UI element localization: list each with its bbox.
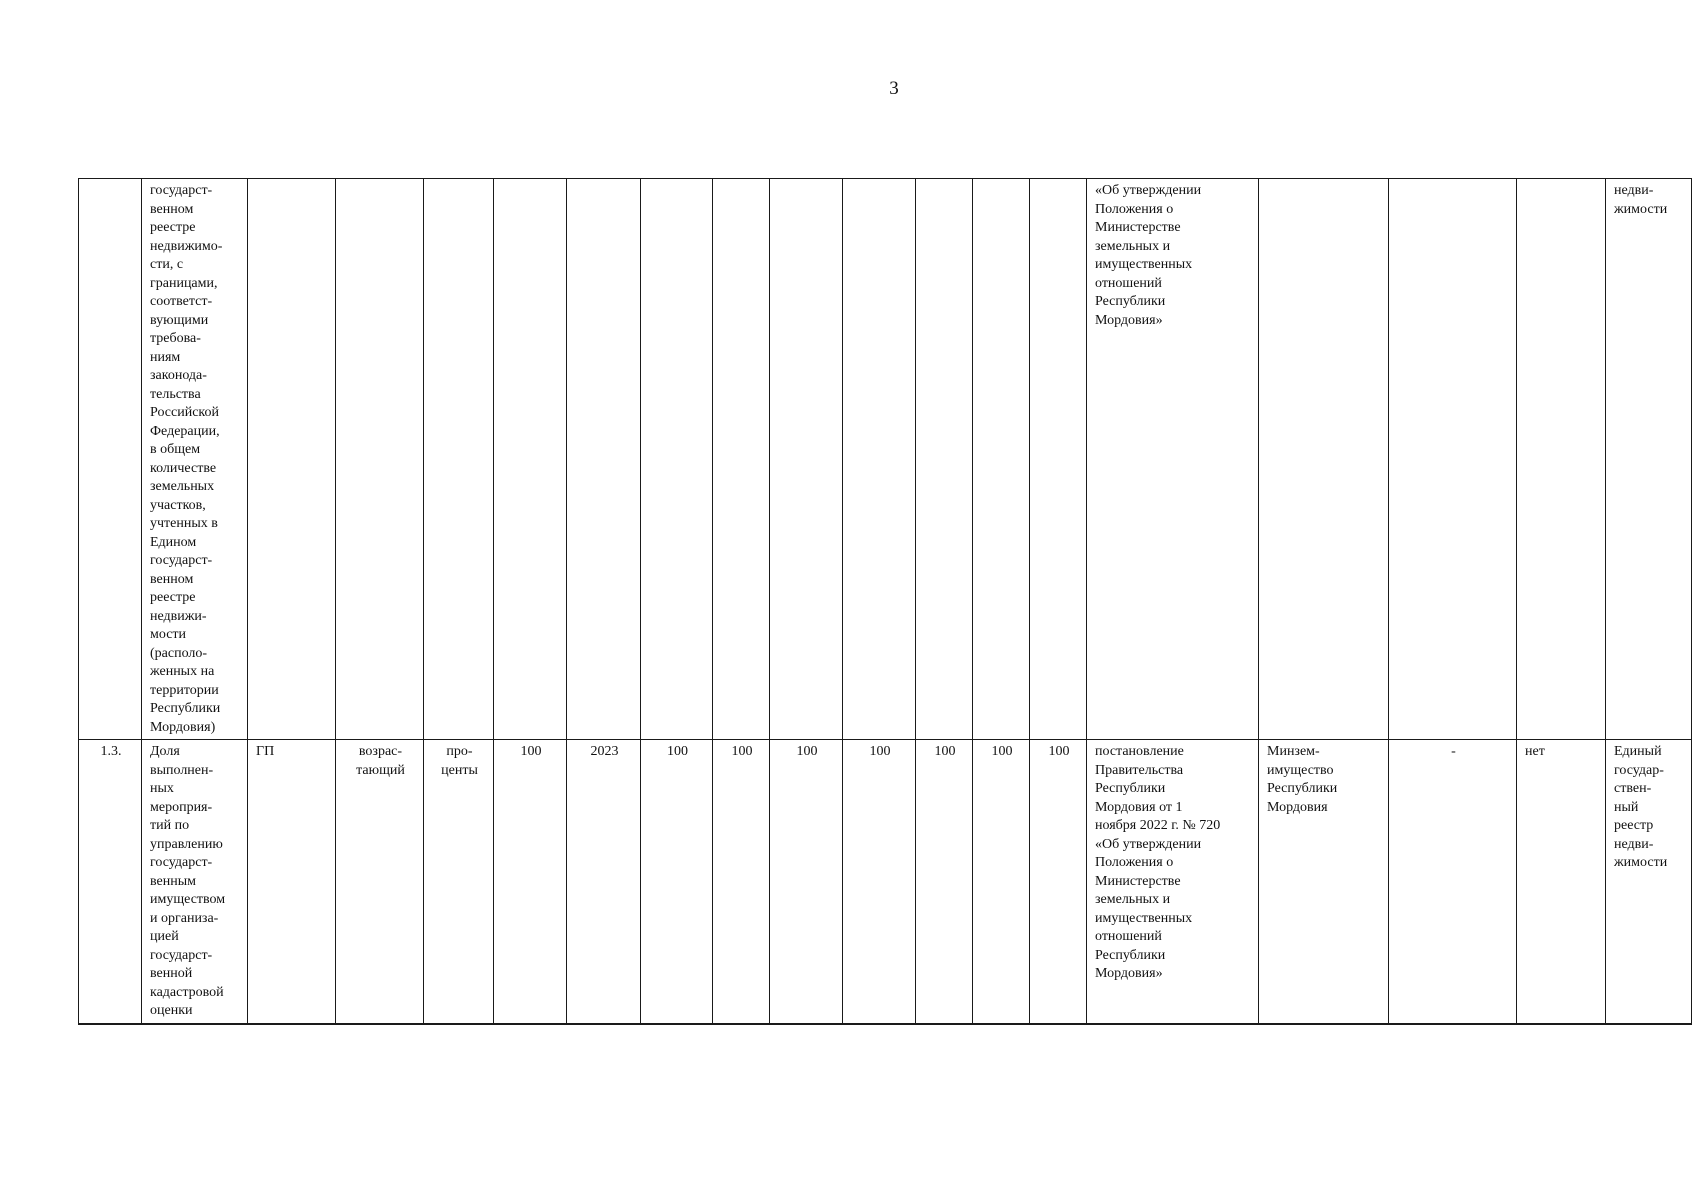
cell-info-system: Единый государ- ствен- ный реестр недви- жимости (1606, 740, 1692, 1024)
cell-base-value (494, 179, 567, 740)
cell-flag: нет (1517, 740, 1606, 1024)
cell-value-6: 100 (973, 740, 1030, 1024)
cell-link (1389, 179, 1517, 740)
cell-number: 1.3. (79, 740, 142, 1024)
cell-value-2 (713, 179, 770, 740)
table-row-continuation (79, 179, 1692, 740)
cell-value-3 (770, 179, 843, 740)
cell-flag (1517, 179, 1606, 740)
page-number: 3 (889, 78, 899, 99)
cell-level: ГП (248, 740, 336, 1024)
cell-document: постановление Правительства Республики Мордовия от 1 ноября 2022 г. № 720 «Об утверждении Положения о Министерстве земельных и имущественных отношений Республики Мордовия» (1087, 740, 1259, 1024)
cell-responsible: Минзем- имущество Республики Мордовия (1259, 740, 1389, 1024)
cell-value-7 (1030, 179, 1087, 740)
cell-value-6 (973, 179, 1030, 740)
cell-value-5 (916, 179, 973, 740)
cell-unit (424, 179, 494, 740)
cell-value-3: 100 (770, 740, 843, 1024)
cell-number (79, 179, 142, 740)
cell-value-7: 100 (1030, 740, 1087, 1024)
cell-base-value: 100 (494, 740, 567, 1024)
cell-value-4 (843, 179, 916, 740)
cell-document: «Об утверждении Положения о Министерстве земельных и имущественных отношений Республики Мордовия» (1087, 179, 1259, 740)
cell-value-1 (641, 179, 713, 740)
cell-trend: возрас- тающий (336, 740, 424, 1024)
cell-base-year (567, 179, 641, 740)
indicator-table (78, 178, 1692, 1025)
cell-indicator-name: Доля выполнен- ных мероприя- тий по управлению государст- венным имуществом и организа- цией государст- венной кадастровой оценки (142, 740, 248, 1024)
cell-level (248, 179, 336, 740)
cell-unit: про- центы (424, 740, 494, 1024)
table-row-1-3 (79, 740, 1692, 1024)
cell-value-1: 100 (641, 740, 713, 1024)
cell-trend (336, 179, 424, 740)
cell-link: - (1389, 740, 1517, 1024)
cell-indicator-name: государст- венном реестре недвижимо- сти, с границами, соответст- вующими требова- ниям законода- тельства Российской Федерации, в общем количестве земельных участков, учтенных в Едином государст- венном реестре недвижи- мости (располо- женных на территории Республики Мордовия) (142, 179, 248, 740)
cell-base-year: 2023 (567, 740, 641, 1024)
cell-value-4: 100 (843, 740, 916, 1024)
cell-value-5: 100 (916, 740, 973, 1024)
cell-value-2: 100 (713, 740, 770, 1024)
cell-responsible (1259, 179, 1389, 740)
cell-info-system: недви- жимости (1606, 179, 1692, 740)
